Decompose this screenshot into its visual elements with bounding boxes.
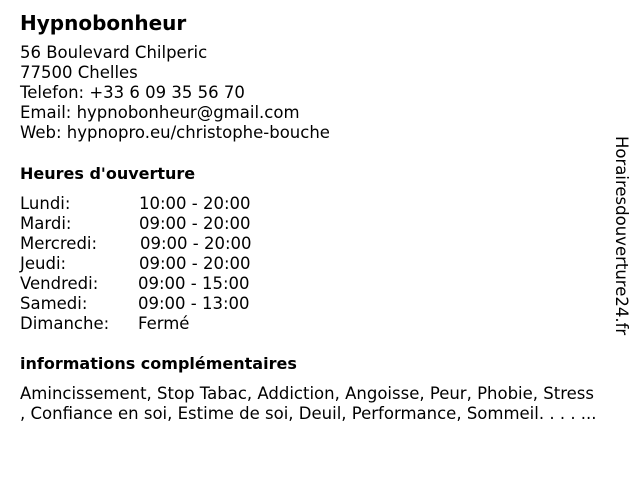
day-hours: Fermé xyxy=(138,314,190,333)
day-label: Samedi: xyxy=(20,294,88,313)
additional-info-line: , Confiance en soi, Estime de soi, Deuil, Performance, Sommeil. . . . ... xyxy=(20,404,597,423)
contact-block xyxy=(20,43,330,143)
day-label: Jeudi: xyxy=(20,254,67,273)
day-label: Lundi: xyxy=(20,194,71,213)
website: Web: hypnopro.eu/christophe-bouche xyxy=(20,123,330,142)
day-label: Dimanche: xyxy=(20,314,110,333)
phone-number: Telefon: +33 6 09 35 56 70 xyxy=(20,83,245,102)
day-hours: 09:00 - 13:00 xyxy=(138,294,250,313)
day-label: Mardi: xyxy=(20,214,72,233)
additional-info-heading: informations complémentaires xyxy=(20,354,297,373)
watermark-text: Horairesdouverture24.fr xyxy=(612,136,631,336)
additional-info-text xyxy=(20,384,597,424)
opening-hours-heading: Heures d'ouverture xyxy=(20,164,196,183)
additional-info-line: Amincissement, Stop Tabac, Addiction, Angoisse, Peur, Phobie, Stress xyxy=(20,384,594,403)
day-label: Vendredi: xyxy=(20,274,99,293)
business-name: Hypnobonheur xyxy=(20,11,187,35)
address-city: 77500 Chelles xyxy=(20,63,138,82)
day-label: Mercredi: xyxy=(20,234,98,253)
day-hours: 09:00 - 20:00 xyxy=(139,214,251,233)
email-address: Email: hypnobonheur@gmail.com xyxy=(20,103,300,122)
day-hours: 09:00 - 20:00 xyxy=(139,254,251,273)
day-hours: 09:00 - 20:00 xyxy=(140,234,252,253)
address-street: 56 Boulevard Chilperic xyxy=(20,43,208,62)
day-hours: 10:00 - 20:00 xyxy=(139,194,251,213)
day-hours: 09:00 - 15:00 xyxy=(138,274,250,293)
site-watermark xyxy=(612,136,634,346)
